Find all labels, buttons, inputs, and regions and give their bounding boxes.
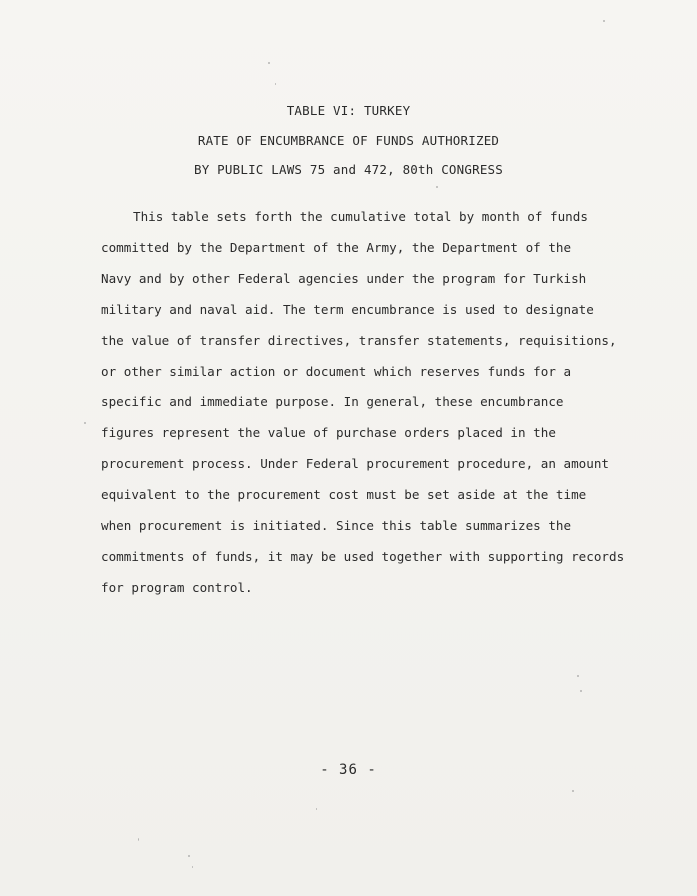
page-number: - 36 - [320, 762, 377, 778]
scan-speck [436, 186, 438, 188]
paragraph-line: procurement process. Under Federal procurement procedure, an amount [101, 456, 609, 472]
scan-speck [268, 62, 270, 64]
table-subtitle-line1: RATE OF ENCUMBRANCE OF FUNDS AUTHORIZED [197, 133, 500, 148]
scan-speck [577, 675, 579, 677]
paragraph-line: commitments of funds, it may be used together with supporting records [101, 548, 625, 564]
scan-speck [192, 866, 193, 868]
paragraph-line: or other similar action or document which reserves funds for a [101, 363, 572, 379]
scan-speck [572, 790, 574, 792]
paragraph-line: committed by the Department of the Army, the Department of the [101, 239, 572, 255]
scan-speck [84, 422, 86, 424]
paragraph-line: equivalent to the procurement cost must be set aside at the time [101, 487, 587, 503]
paragraph-line: when procurement is initiated. Since this table summarizes the [101, 518, 572, 534]
paragraph-line: This table sets forth the cumulative total by month of funds [133, 209, 588, 224]
paragraph-line: figures represent the value of purchase orders placed in the [101, 425, 556, 441]
scan-speck [275, 83, 276, 85]
paragraph-line: for program control. [101, 579, 253, 595]
paragraph-line: specific and immediate purpose. In general, these encumbrance [101, 394, 564, 410]
paragraph-line: Navy and by other Federal agencies under the program for Turkish [101, 270, 587, 286]
table-subtitle-line2: BY PUBLIC LAWS 75 and 472, 80th CONGRESS [193, 162, 504, 177]
scan-speck [138, 838, 139, 841]
table-title: TABLE VI: TURKEY [286, 103, 411, 118]
paragraph-line: the value of transfer directives, transfer statements, requisitions, [101, 332, 617, 348]
paragraph-line: military and naval aid. The term encumbrance is used to designate [101, 301, 594, 317]
scan-speck [603, 20, 605, 22]
scan-speck [316, 808, 317, 810]
scan-speck [188, 855, 190, 857]
scan-speck [580, 690, 582, 692]
body-paragraph [101, 202, 625, 604]
